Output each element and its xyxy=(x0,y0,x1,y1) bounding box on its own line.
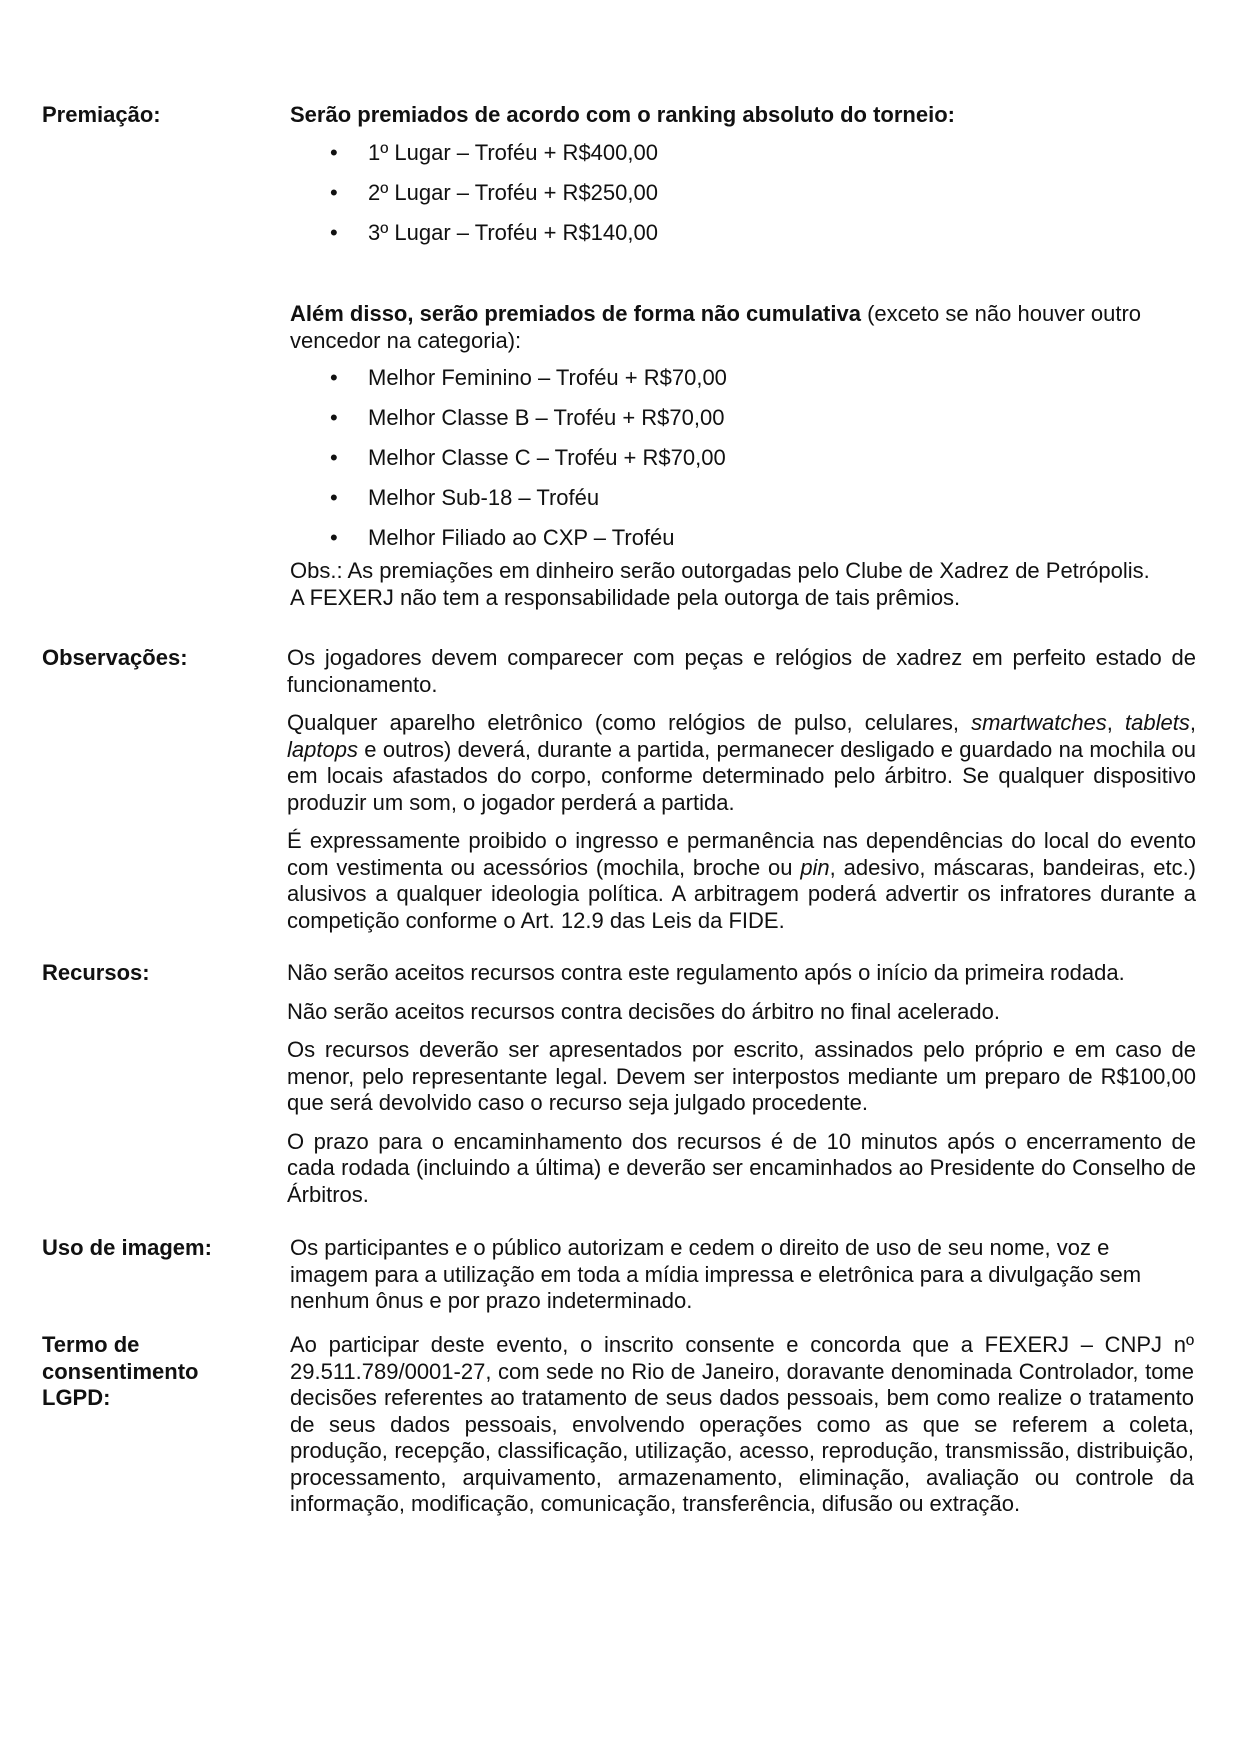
lgpd-label xyxy=(42,1332,198,1412)
ranking-list xyxy=(290,133,1194,253)
uso-imagem-line-3: nenhum ônus e por prazo indeterminado. xyxy=(290,1288,693,1313)
bullet-icon: • xyxy=(330,219,338,245)
list-item: • 2º Lugar – Troféu + R$250,00 xyxy=(290,173,1194,213)
uso-imagem-line-2: imagem para a utilização em toda a mídia impressa e eletrônica para a divulgação sem xyxy=(290,1261,1142,1287)
premiacao-extra-section xyxy=(290,301,1194,611)
observacoes-label: Observações: xyxy=(42,645,188,670)
observacoes-paragraph-2: Qualquer aparelho eletrônico (como relógios de pulso, celulares, smartwatches, tablets, laptops e outros) deverá, durante a partida, permanecer desligado e guardado na mochila ou em locais afastados do corpo, conforme determinado pelo árbitro. Se qualquer dispositivo produzir um som, o jogador perderá a partida. xyxy=(287,710,1196,815)
recursos-label: Recursos: xyxy=(42,960,150,985)
premiacao-extra-text: Além disso, serão premiados de forma não cumulativa (exceto se não houver outro vencedor na categoria): xyxy=(290,301,1142,353)
uso-imagem-line-1: Os participantes e o público autorizam e cedem o direito de uso de seu nome, voz e xyxy=(290,1235,1110,1260)
observacoes-paragraph-3: É expressamente proibido o ingresso e permanência nas dependências do local do evento com vestimenta ou acessórios (mochila, broche ou pin, adesivo, máscaras, bandeiras, etc.) alusivos a qualquer ideologia política. A arbitragem poderá advertir os infratores durante a competição conforme o Art. 12.9 das Leis da FIDE. xyxy=(287,828,1197,933)
list-item: • Melhor Sub-18 – Troféu xyxy=(290,478,1194,518)
observacoes-section xyxy=(287,645,1196,934)
categories-list xyxy=(290,358,1194,558)
list-item: • 3º Lugar – Troféu + R$140,00 xyxy=(290,213,1194,253)
obs-line-1: Obs.: As premiações em dinheiro serão outorgadas pelo Clube de Xadrez de Petrópolis. xyxy=(290,558,1150,583)
recursos-paragraph-3: Os recursos deverão ser apresentados por escrito, assinados pelo próprio e em caso de menor, pelo representante legal. Devem ser interpostos mediante um preparo de R$100,00 que será devolvido caso o recurso seja julgado procedente. xyxy=(287,1037,1196,1115)
list-item: • Melhor Filiado ao CXP – Troféu xyxy=(290,518,1194,558)
recursos-paragraph-4: O prazo para o encaminhamento dos recursos é de 10 minutos após o encerramento de cada rodada (incluindo a última) e deverão ser encaminhados ao Presidente do Conselho de Árbitros. xyxy=(287,1128,1196,1207)
recursos-section xyxy=(287,960,1196,1208)
uso-imagem-label: Uso de imagem: xyxy=(42,1235,212,1260)
uso-imagem-section xyxy=(290,1235,1194,1315)
bullet-icon: • xyxy=(330,485,338,510)
bullet-icon: • xyxy=(330,179,338,205)
list-item: • Melhor Classe C – Troféu + R$70,00 xyxy=(290,438,1194,478)
observacoes-paragraph-1: Os jogadores devem comparecer com peças e relógios de xadrez em perfeito estado de funcionamento. xyxy=(287,645,1196,697)
recursos-paragraph-1: Não serão aceitos recursos contra este regulamento após o início da primeira rodada. xyxy=(287,960,1125,985)
obs-line-2: A FEXERJ não tem a responsabilidade pela outorga de tais prêmios. xyxy=(290,584,961,610)
premiacao-label: Premiação: xyxy=(42,102,161,127)
lgpd-label-line-3: LGPD: xyxy=(42,1385,111,1410)
lgpd-section xyxy=(290,1332,1194,1518)
list-item: • Melhor Feminino – Troféu + R$70,00 xyxy=(290,358,1194,398)
lgpd-label-line-1: Termo de xyxy=(42,1332,140,1357)
list-item: • Melhor Classe B – Troféu + R$70,00 xyxy=(290,398,1194,438)
bullet-icon: • xyxy=(330,525,338,550)
premiacao-intro: Serão premiados de acordo com o ranking absoluto do torneio: xyxy=(290,102,955,127)
bullet-icon: • xyxy=(330,365,338,390)
recursos-paragraph-2: Não serão aceitos recursos contra decisões do árbitro no final acelerado. xyxy=(287,998,1000,1024)
bullet-icon: • xyxy=(330,139,338,165)
lgpd-label-line-2: consentimento xyxy=(42,1358,199,1384)
bullet-icon: • xyxy=(330,445,338,470)
lgpd-paragraph: Ao participar deste evento, o inscrito consente e concorda que a FEXERJ – CNPJ nº 29.511.789/0001-27, com sede no Rio de Janeiro, doravante denominada Controlador, tome decisões referentes ao tratamento de seus dados pessoais, bem como realize o tratamento de seus dados pessoais, envolvendo operações como as que se referem a coleta, produção, recepção, classificação, utilização, acesso, reprodução, transmissão, distribuição, processamento, arquivamento, armazenamento, eliminação, avaliação ou controle da informação, modificação, comunicação, transferência, difusão ou extração. xyxy=(290,1332,1194,1516)
list-item: • 1º Lugar – Troféu + R$400,00 xyxy=(290,133,1194,173)
premiacao-section xyxy=(290,102,1194,253)
bullet-icon: • xyxy=(330,405,338,430)
